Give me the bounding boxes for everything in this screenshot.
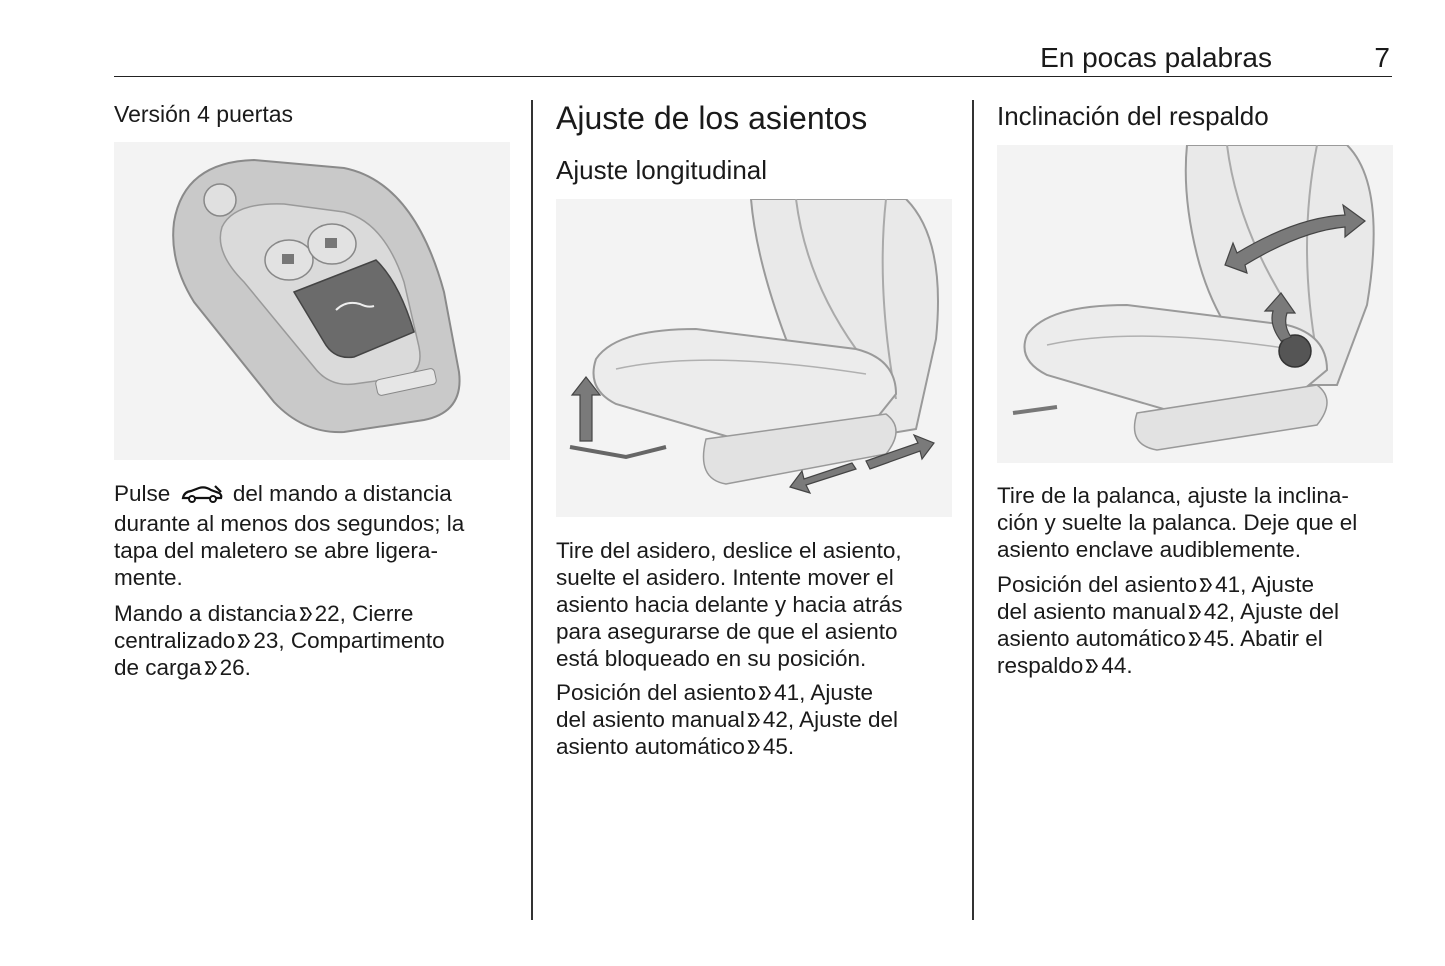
page-ref-link[interactable]: 22, Cierre (314, 601, 414, 626)
column-divider (972, 100, 974, 920)
page-ref-link[interactable]: 44. (1101, 653, 1133, 678)
page-number: 7 (1374, 42, 1390, 73)
section-heading: Ajuste de los asientos (556, 100, 868, 136)
text-pulse: Pulse (114, 481, 171, 506)
page-ref-link[interactable]: 41, Ajuste (1215, 572, 1314, 597)
page-ref-arrow-icon[interactable] (747, 734, 761, 750)
page-header (114, 38, 1392, 77)
text-segment: asiento automático (556, 734, 745, 759)
page-ref-link[interactable]: 23, Compartimento (253, 628, 445, 653)
page-ref-link[interactable]: 41, Ajuste (774, 680, 873, 705)
remote-key-fob-illustration (114, 142, 510, 460)
text-segment: Posición del asiento (556, 680, 757, 705)
subsection-heading: Ajuste longitudinal (556, 155, 768, 185)
text-segment: del asiento manual (997, 599, 1186, 624)
text-segment: Posición del asiento (997, 572, 1198, 597)
text-line: Tire de la palanca, ajuste la inclina‐ (997, 483, 1349, 508)
page-ref-link[interactable]: 26. (219, 655, 251, 680)
text-segment: del asiento manual (556, 707, 745, 732)
text-line: asiento enclave audiblemente. (997, 537, 1301, 562)
section-title: En pocas palabras (1040, 42, 1272, 73)
page-ref-arrow-icon[interactable] (299, 601, 313, 617)
text-segment: Mando a distancia (114, 601, 297, 626)
text-line: durante al menos dos segundos; la (114, 511, 465, 536)
car-trunk-icon (181, 483, 223, 510)
paragraph-references (556, 679, 954, 760)
page-ref-link[interactable]: 45. Abatir el (1203, 626, 1323, 651)
text-line: Tire del asidero, deslice el asiento, (556, 538, 902, 563)
column-divider (531, 100, 533, 920)
text-segment: de carga (114, 655, 202, 680)
text-line: mente. (114, 565, 183, 590)
page-ref-arrow-icon[interactable] (237, 628, 251, 644)
text-line: para asegurarse de que el asiento (556, 619, 898, 644)
seat-backrest-recline-illustration (997, 145, 1393, 463)
page-ref-arrow-icon[interactable] (1085, 653, 1099, 669)
page-ref-arrow-icon[interactable] (747, 707, 761, 723)
text-line: ción y suelte la palanca. Deje que el (997, 510, 1358, 535)
text-segment: respaldo (997, 653, 1084, 678)
page-ref-arrow-icon[interactable] (1188, 599, 1202, 615)
paragraph-instructions (997, 482, 1395, 563)
paragraph-trunk-instructions (114, 480, 512, 591)
page-ref-arrow-icon[interactable] (758, 680, 772, 696)
text-segment: asiento automático (997, 626, 1186, 651)
paragraph-instructions (556, 537, 954, 672)
text-line: asiento hacia delante y hacia atrás (556, 592, 903, 617)
page-ref-arrow-icon[interactable] (1188, 626, 1202, 642)
page-ref-arrow-icon[interactable] (204, 655, 218, 671)
page-ref-link[interactable]: 42, Ajuste del (762, 707, 898, 732)
page-ref-link[interactable]: 42, Ajuste del (1203, 599, 1339, 624)
text-line: del mando a distancia (232, 481, 452, 506)
page-ref-arrow-icon[interactable] (1199, 572, 1213, 588)
paragraph-references (114, 600, 512, 681)
text-segment: centralizado (114, 628, 236, 653)
seat-longitudinal-adjust-illustration (556, 199, 952, 517)
text-line: está bloqueado en su posición. (556, 646, 867, 671)
text-line: suelte el asidero. Intente mover el (556, 565, 894, 590)
paragraph-references (997, 571, 1395, 679)
figure-caption: Versión 4 puertas (114, 101, 294, 127)
subsection-heading: Inclinación del respaldo (997, 101, 1269, 131)
text-line: tapa del maletero se abre ligera‐ (114, 538, 438, 563)
page-ref-link[interactable]: 45. (762, 734, 795, 759)
